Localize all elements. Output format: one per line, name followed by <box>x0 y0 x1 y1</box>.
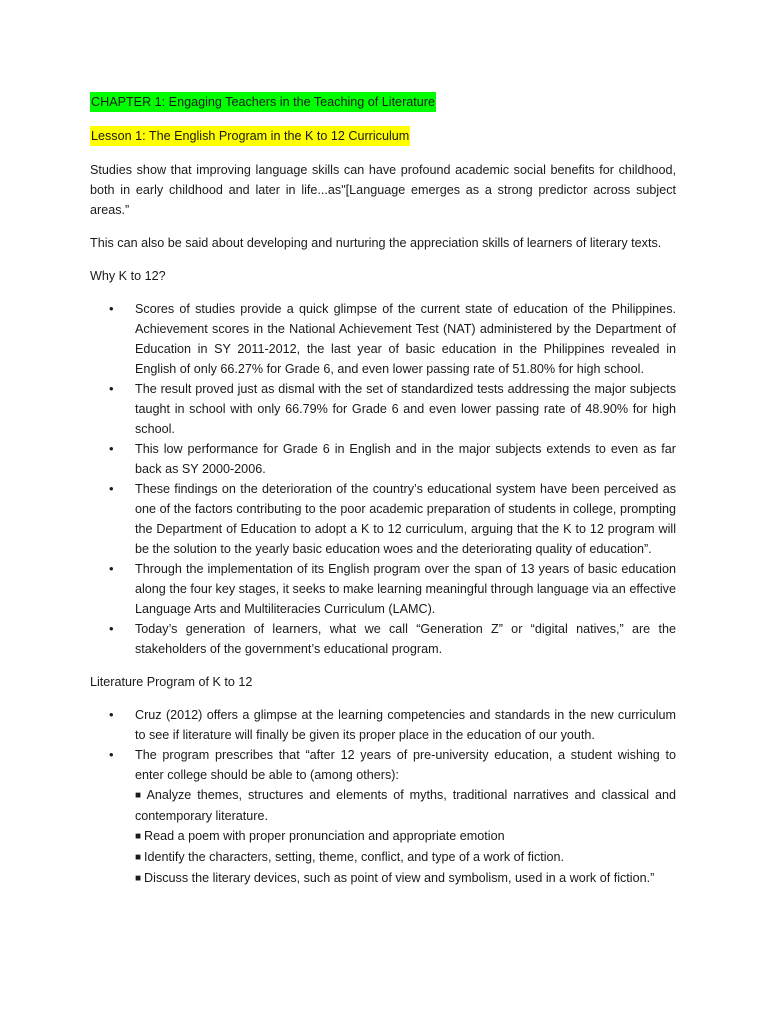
why-bullet-list <box>90 299 676 659</box>
square-bullet-icon: ■ <box>135 831 142 842</box>
literature-bullet-list <box>90 705 676 889</box>
list-item <box>109 439 676 479</box>
literature-heading: Literature Program of K to 12 <box>90 675 253 689</box>
sub-item-text: Identify the characters, setting, theme, conflict, and type of a work of fiction. <box>144 850 565 864</box>
list-item <box>109 559 676 619</box>
why-heading: Why K to 12? <box>90 269 166 283</box>
bullet-icon: • <box>109 747 114 762</box>
bullet-icon: • <box>109 301 114 316</box>
list-item <box>109 299 676 379</box>
sub-item-text: Read a poem with proper pronunciation and appropriate emotion <box>144 829 505 843</box>
list-item <box>109 479 676 559</box>
list-item <box>109 619 676 659</box>
list-item-text: Through the implementation of its English program over the span of 13 years of basic education along the four key stages, it seeks to make learning meaningful through language via an effective Language Arts and Multiliteracies Curriculum (LAMC). <box>135 562 676 616</box>
list-item-text: This low performance for Grade 6 in English and in the major subjects extends to even as far back as SY 2000-2006. <box>135 442 676 476</box>
square-bullet-icon: ■ <box>135 852 142 863</box>
chapter-heading-line <box>90 92 676 112</box>
sub-item <box>135 785 676 826</box>
bullet-icon: • <box>109 481 114 496</box>
sub-item-list <box>135 785 676 889</box>
list-item-text: Cruz (2012) offers a glimpse at the learning competencies and standards in the new curriculum to see if literature will finally be given its proper place in the education of our youth. <box>135 708 676 742</box>
sub-item <box>135 826 676 847</box>
list-item-text: Scores of studies provide a quick glimpse of the current state of education of the Philippines. Achievement scores in the National Achievement Test (NAT) administered by the Department of Education in SY 2011-2012, the last year of basic education in the Philippines revealed in English of only 66.27% for Grade 6, and even lower passing rate of 51.80% for high school. <box>135 302 676 376</box>
sub-item <box>135 847 676 868</box>
bullet-icon: • <box>109 381 114 396</box>
list-item-text: These findings on the deterioration of the country’s educational system have been perceived as one of the factors contributing to the poor academic preparation of students in college, prompting the Department of Education to adopt a K to 12 curriculum, arguing that the K to 12 program will be the solution to the yearly basic education woes and the deteriorating quality of education”. <box>135 482 676 556</box>
sub-item-text: Discuss the literary devices, such as point of view and symbolism, used in a work of fiction.” <box>144 871 655 885</box>
list-item-text: Today’s generation of learners, what we call “Generation Z” or “digital natives,” are the stakeholders of the government’s educational program. <box>135 622 676 656</box>
list-item <box>109 745 676 889</box>
lesson-title: Lesson 1: The English Program in the K to 12 Curriculum <box>90 126 410 146</box>
bullet-icon: • <box>109 561 114 576</box>
bullet-icon: • <box>109 621 114 636</box>
second-paragraph: This can also be said about developing and nurturing the appreciation skills of learners of literary texts. <box>90 236 662 250</box>
list-item-text: The program prescribes that “after 12 years of pre-university education, a student wishing to enter college should be able to (among others): <box>135 748 676 782</box>
lesson-heading-line <box>90 126 676 146</box>
sub-item-text: Analyze themes, structures and elements of myths, traditional narratives and classical and contemporary literature. <box>135 788 676 823</box>
bullet-icon: • <box>109 707 114 722</box>
bullet-icon: • <box>109 441 114 456</box>
square-bullet-icon: ■ <box>135 873 142 884</box>
list-item-text: The result proved just as dismal with the set of standardized tests addressing the major subjects taught in school with only 66.79% for Grade 6 and even lower passing rate of 48.90% for high school. <box>135 382 676 436</box>
list-item <box>109 379 676 439</box>
square-bullet-icon: ■ <box>135 790 144 801</box>
sub-item <box>135 868 676 889</box>
intro-paragraph: Studies show that improving language skills can have profound academic social benefits for childhood, both in early childhood and later in life...as"[Language emerges as a strong predictor across subject areas.” <box>90 163 676 217</box>
chapter-title: CHAPTER 1: Engaging Teachers in the Teaching of Literature <box>90 92 436 112</box>
list-item <box>109 705 676 745</box>
